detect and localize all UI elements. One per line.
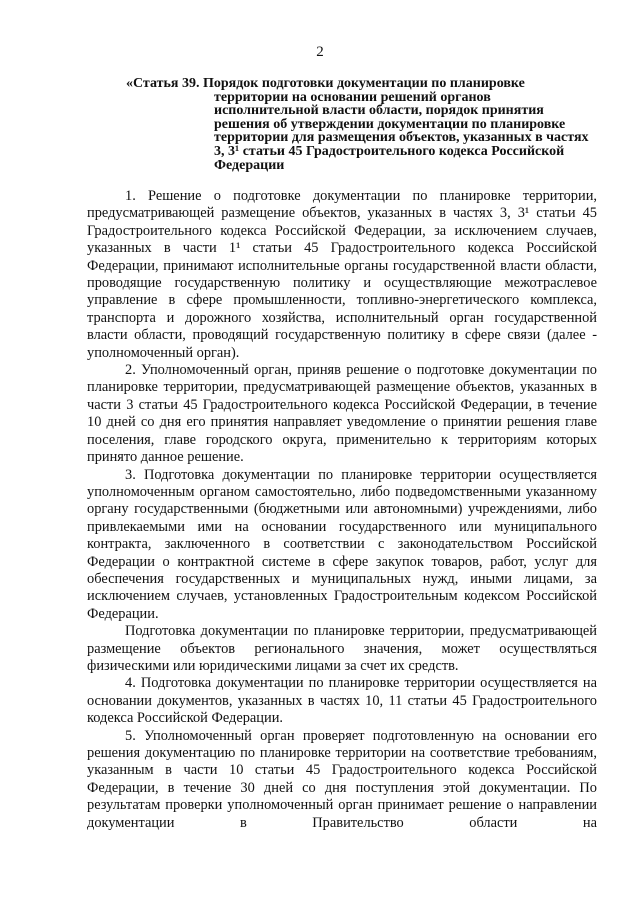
paragraph-2: 2. Уполномоченный орган, приняв решение о подготовке документации по планировке территории, предусматривающей размещение объектов, указанных в части 3 статьи 45 Градостроительного кодекса Российской Федерации, в течение 10 дней со дня его принятия направляет уведомление о принятии решения главе поселения, главе городского округа, применительно к территориям которых принято данное решение. [87,362,597,466]
paragraph-1: 1. Решение о подготовке документации по планировке территории, предусматривающей размещение объектов, указанных в частях 3, 3¹ статьи 45 Градостроительного кодекса Российской Федерации, за исключением случаев, указанных в части 1¹ статьи 45 Градостроительного кодекса Российской Федерации, принимают исполнительные органы государственной власти области, проводящие государственную политику и осуществляющие межотраслевое управление в сфере промышленности, топливно-энергетического комплекса, транспорта и дорожного хозяйства, исполнительный орган государственной власти области, проводящий государственную политику в сфере связи (далее - уполномоченный орган). [87,188,597,361]
article-body [87,188,597,832]
page-number: 2 [316,44,324,60]
article-heading-lead: «Статья 39. Порядок подготовки документации по планировке [126,76,525,91]
paragraph-5: 5. Уполномоченный орган проверяет подготовленную на основании его решения документацию по планировке территории на соответствие требованиям, указанным в части 10 статьи 45 Градостроительного кодекса Российской Федерации, в течение 30 дней со дня поступления этой документации. По результатам проверки уполномоченный орган принимает решение о направлении документации в Правительство области на [87,727,597,831]
paragraph-3: 3. Подготовка документации по планировке территории осуществляется уполномоченным органом самостоятельно, либо подведомственными указанному органу государственными (бюджетными или автономными) учреждениями, либо привлекаемыми ими на основании государственного или муниципального контракта, заключенного в соответствии с законодательством Российской Федерации о контрактной системе в сфере закупок товаров, работ, услуг для обеспечения государственных и муниципальных нужд, иными лицами, за исключением случаев, установленных Градостроительным кодексом Российской Федерации. [87,466,597,622]
article-heading [126,77,596,172]
paragraph-4: 4. Подготовка документации по планировке территории осуществляется на основании документов, указанных в частях 10, 11 статьи 45 Градостроительного кодекса Российской Федерации. [87,675,597,727]
paragraph-3-continuation: Подготовка документации по планировке территории, предусматривающей размещение объектов регионального значения, может осуществляться физическими или юридическими лицами за счет их средств. [87,623,597,674]
article-heading-rest: территории на основании решений органов исполнительной власти области, порядок принятия решения об утверждении документации по планировке территории для размещения объектов, указанных в частях 3, 3¹ статьи 45 Градостроительного кодекса Российской Федерации [214,89,589,173]
